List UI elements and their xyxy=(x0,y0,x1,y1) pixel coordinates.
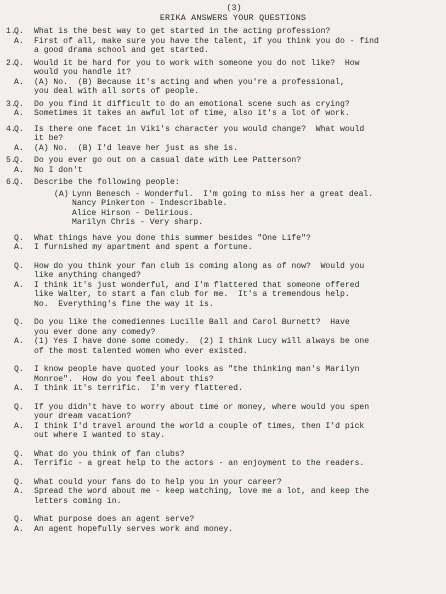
question-number xyxy=(6,478,14,488)
question-text: What do you think of fan clubs? xyxy=(34,449,185,459)
question-text: would you handle it? xyxy=(34,68,132,77)
answer-label: A. xyxy=(14,77,24,87)
question-label xyxy=(14,375,34,385)
question-number: 5. xyxy=(6,156,16,165)
question-line xyxy=(6,156,442,166)
qa-item xyxy=(6,234,442,253)
qa-item xyxy=(6,515,442,534)
person-text: Alice Hirson - Delirious. xyxy=(72,208,194,218)
answer-line xyxy=(6,337,442,347)
question-label: Q. xyxy=(14,515,24,524)
question-label: Q. xyxy=(14,318,24,327)
answer-line xyxy=(6,37,442,47)
qa-item xyxy=(6,178,442,228)
spacer xyxy=(6,300,14,310)
question-label: Q. xyxy=(14,156,24,165)
answer-label: A. xyxy=(14,421,24,431)
qa-item xyxy=(6,450,442,469)
answer-line xyxy=(6,144,442,154)
answer-text: like Walter, to start a fan club for me. It's a tremendous help. xyxy=(34,290,350,299)
qa-item xyxy=(6,59,442,97)
qa-item xyxy=(6,156,442,175)
question-line xyxy=(6,365,442,375)
answer-line xyxy=(6,300,442,310)
answer-label: A. xyxy=(14,337,24,346)
answer-text: I think I'd travel around the world a couple of times, then I'd pick xyxy=(34,421,365,431)
person-entry xyxy=(6,190,442,200)
question-label: Q. xyxy=(14,178,24,187)
spacer xyxy=(6,459,14,469)
qa-item xyxy=(6,365,442,394)
answer-line xyxy=(6,347,442,357)
answer-line xyxy=(6,109,442,119)
question-line xyxy=(6,450,442,460)
answer-line xyxy=(6,525,442,535)
answer-text: a good drama school and get started. xyxy=(34,46,209,55)
question-number xyxy=(6,68,14,78)
answer-line xyxy=(6,243,442,253)
answer-line xyxy=(6,281,442,291)
answer-label: A. xyxy=(14,165,24,175)
spacer xyxy=(6,290,14,300)
question-number xyxy=(6,515,14,525)
question-text: Do you find it difficult to do an emotional scene such as crying? xyxy=(34,99,350,109)
answer-label xyxy=(14,300,34,310)
question-line xyxy=(6,234,442,244)
question-line xyxy=(6,100,442,110)
answer-line xyxy=(6,431,442,441)
spacer xyxy=(6,166,14,176)
person-text: Marilyn Chris - Very sharp. xyxy=(72,218,204,227)
spacer xyxy=(6,347,14,357)
person-text: Lynn Benesch - Wonderful. I'm going to miss her a great deal. xyxy=(72,189,374,199)
question-label: Q. xyxy=(14,27,24,36)
qa-item xyxy=(6,262,442,310)
question-number: 1. xyxy=(6,27,16,36)
answer-text: (1) Yes I have done some comedy. (2) I think Lucy will always be one xyxy=(34,337,370,346)
question-line xyxy=(6,375,442,385)
question-label: Q. xyxy=(14,365,24,374)
spacer xyxy=(6,109,14,119)
qa-list xyxy=(6,27,442,534)
answer-label xyxy=(14,87,34,97)
answer-line xyxy=(6,487,442,497)
question-number xyxy=(6,318,14,328)
question-line xyxy=(6,125,442,135)
question-text: your dream vacation? xyxy=(34,412,132,421)
person-label: (A) xyxy=(54,189,69,199)
question-label: Q. xyxy=(14,402,24,412)
question-text: If you didn't have to worry about time or money, where would you spen xyxy=(34,402,370,412)
question-label: Q. xyxy=(14,124,24,134)
answer-text: you deal with all sorts of people. xyxy=(34,87,200,96)
question-line xyxy=(6,412,442,422)
qa-item xyxy=(6,403,442,441)
question-number xyxy=(6,365,14,375)
answer-text: letters coming in. xyxy=(34,496,122,506)
question-text: Describe the following people: xyxy=(34,178,180,187)
question-line xyxy=(6,262,442,272)
qa-item xyxy=(6,478,442,507)
question-number: 6. xyxy=(6,178,16,187)
answer-label xyxy=(14,347,34,357)
person-entry xyxy=(6,218,442,228)
question-label xyxy=(14,328,34,338)
spacer xyxy=(6,46,14,56)
answer-line xyxy=(6,78,442,88)
question-number: 3. xyxy=(6,99,16,109)
answer-line xyxy=(6,422,442,432)
question-line xyxy=(6,328,442,338)
spacer xyxy=(6,144,14,154)
indent xyxy=(6,199,54,209)
answer-text: (A) No. (B) I'd leave her just as she is. xyxy=(34,143,238,153)
question-text: What is the best way to get started in the acting profession? xyxy=(34,27,331,36)
question-text: What could your fans do to help you in your career? xyxy=(34,477,282,487)
answer-line xyxy=(6,459,442,469)
answer-label xyxy=(14,497,34,507)
answer-text: I think it's just wonderful, and I'm flattered that someone offered xyxy=(34,280,360,290)
question-text: How do you think your fan club is coming along as of now? Would you xyxy=(34,261,365,271)
answer-label: A. xyxy=(14,36,24,46)
person-label xyxy=(54,199,72,209)
answer-label: A. xyxy=(14,243,24,252)
question-text: What things have you done this summer besides "One Life"? xyxy=(34,233,311,243)
person-label xyxy=(54,218,72,228)
spacer xyxy=(6,487,14,497)
question-line xyxy=(6,59,442,69)
person-label xyxy=(54,209,72,219)
question-number xyxy=(6,450,14,460)
spacer xyxy=(6,422,14,432)
answer-text: An agent hopefully serves work and money. xyxy=(34,524,234,534)
indent xyxy=(6,190,54,200)
question-number xyxy=(6,403,14,413)
answer-text: (A) No. (B) Because it's acting and when you're a professional, xyxy=(34,77,345,87)
answer-label xyxy=(14,290,34,300)
question-text: Is there one facet in Viki's character you would change? What would xyxy=(34,124,365,134)
answer-text: First of all, make sure you have the talent, if you think you do - find xyxy=(34,36,379,46)
question-text: it be? xyxy=(34,134,64,143)
person-text: Nancy Pinkerton - Indescribable. xyxy=(72,199,228,208)
question-number xyxy=(6,134,14,144)
question-line xyxy=(6,178,442,188)
question-number xyxy=(6,262,14,272)
question-label: Q. xyxy=(14,99,24,109)
question-label xyxy=(14,134,34,144)
question-line xyxy=(6,271,442,281)
question-text: you ever done any comedy? xyxy=(34,327,156,337)
question-line xyxy=(6,515,442,525)
answer-text: I furnished my apartment and spent a fortune. xyxy=(34,243,253,252)
question-label: Q. xyxy=(14,449,24,459)
question-number: 2. xyxy=(6,58,16,68)
question-label: Q. xyxy=(14,477,24,487)
answer-line xyxy=(6,384,442,394)
question-text: What purpose does an agent serve? xyxy=(34,515,195,524)
answer-label: A. xyxy=(14,459,24,468)
answer-label: A. xyxy=(14,109,24,118)
question-number: 4. xyxy=(6,124,16,134)
question-number xyxy=(6,328,14,338)
qa-item xyxy=(6,100,442,119)
question-line xyxy=(6,403,442,413)
person-entry xyxy=(6,209,442,219)
answer-text: Spread the word about me - keep watching, love me a lot, and keep the xyxy=(34,487,370,496)
answer-line xyxy=(6,166,442,176)
question-text: Would it be hard for you to work with someone you do not like? How xyxy=(34,58,360,68)
answer-text: No. Everything's fine the way it is. xyxy=(34,299,214,309)
answer-line xyxy=(6,87,442,97)
question-number xyxy=(6,234,14,244)
answer-text: of the most talented women who ever existed. xyxy=(34,346,248,356)
question-number xyxy=(6,375,14,385)
answer-line xyxy=(6,497,442,507)
question-label: Q. xyxy=(14,233,24,243)
answer-label: A. xyxy=(14,280,24,290)
question-line xyxy=(6,134,442,144)
spacer xyxy=(6,337,14,347)
question-label: Q. xyxy=(14,58,24,68)
spacer xyxy=(6,431,14,441)
spacer xyxy=(6,78,14,88)
person-entry xyxy=(6,199,442,209)
answer-text: out where I wanted to stay. xyxy=(34,431,166,440)
question-number xyxy=(6,412,14,422)
indent xyxy=(6,218,54,228)
question-label xyxy=(14,271,34,281)
question-number xyxy=(6,271,14,281)
question-text: Monroe". How do you feel about this? xyxy=(34,374,214,384)
spacer xyxy=(6,37,14,47)
answer-line xyxy=(6,46,442,56)
spacer xyxy=(6,384,14,394)
question-label xyxy=(14,412,34,422)
question-text: Do you ever go out on a casual date with Lee Patterson? xyxy=(34,156,302,165)
answer-label: A. xyxy=(14,487,24,496)
question-line xyxy=(6,27,442,37)
spacer xyxy=(6,87,14,97)
question-text: I know people have quoted your looks as "the thinking man's Marilyn xyxy=(34,365,360,374)
qa-item xyxy=(6,125,442,154)
question-label xyxy=(14,68,34,78)
answer-label xyxy=(14,46,34,56)
spacer xyxy=(6,243,14,253)
page-number: (3) xyxy=(226,3,242,13)
qa-item xyxy=(6,318,442,356)
answer-label: A. xyxy=(14,524,24,534)
question-line xyxy=(6,318,442,328)
spacer xyxy=(6,525,14,535)
answer-text: I think it's terrific. I'm very flattered. xyxy=(34,384,243,393)
people-list xyxy=(6,190,442,228)
spacer xyxy=(6,497,14,507)
question-label: Q. xyxy=(14,261,24,271)
answer-line xyxy=(6,290,442,300)
answer-label xyxy=(14,431,34,441)
spacer xyxy=(6,281,14,291)
answer-text: Terrific - a great help to the actors - an enjoyment to the readers. xyxy=(34,459,365,468)
answer-label: A. xyxy=(14,384,24,393)
question-line xyxy=(6,478,442,488)
question-text: like anything changed? xyxy=(34,271,141,280)
page-title: ERIKA ANSWERS YOUR QUESTIONS xyxy=(159,13,307,23)
answer-text: No I don't xyxy=(34,165,83,175)
question-line xyxy=(6,68,442,78)
qa-item xyxy=(6,27,442,56)
answer-text: Sometimes it takes an awful lot of time, also it's a lot of work. xyxy=(34,109,350,118)
answer-label: A. xyxy=(14,143,24,153)
question-text: Do you like the comediennes Lucille Ball and Carol Burnett? Have xyxy=(34,318,350,327)
indent xyxy=(6,209,54,219)
